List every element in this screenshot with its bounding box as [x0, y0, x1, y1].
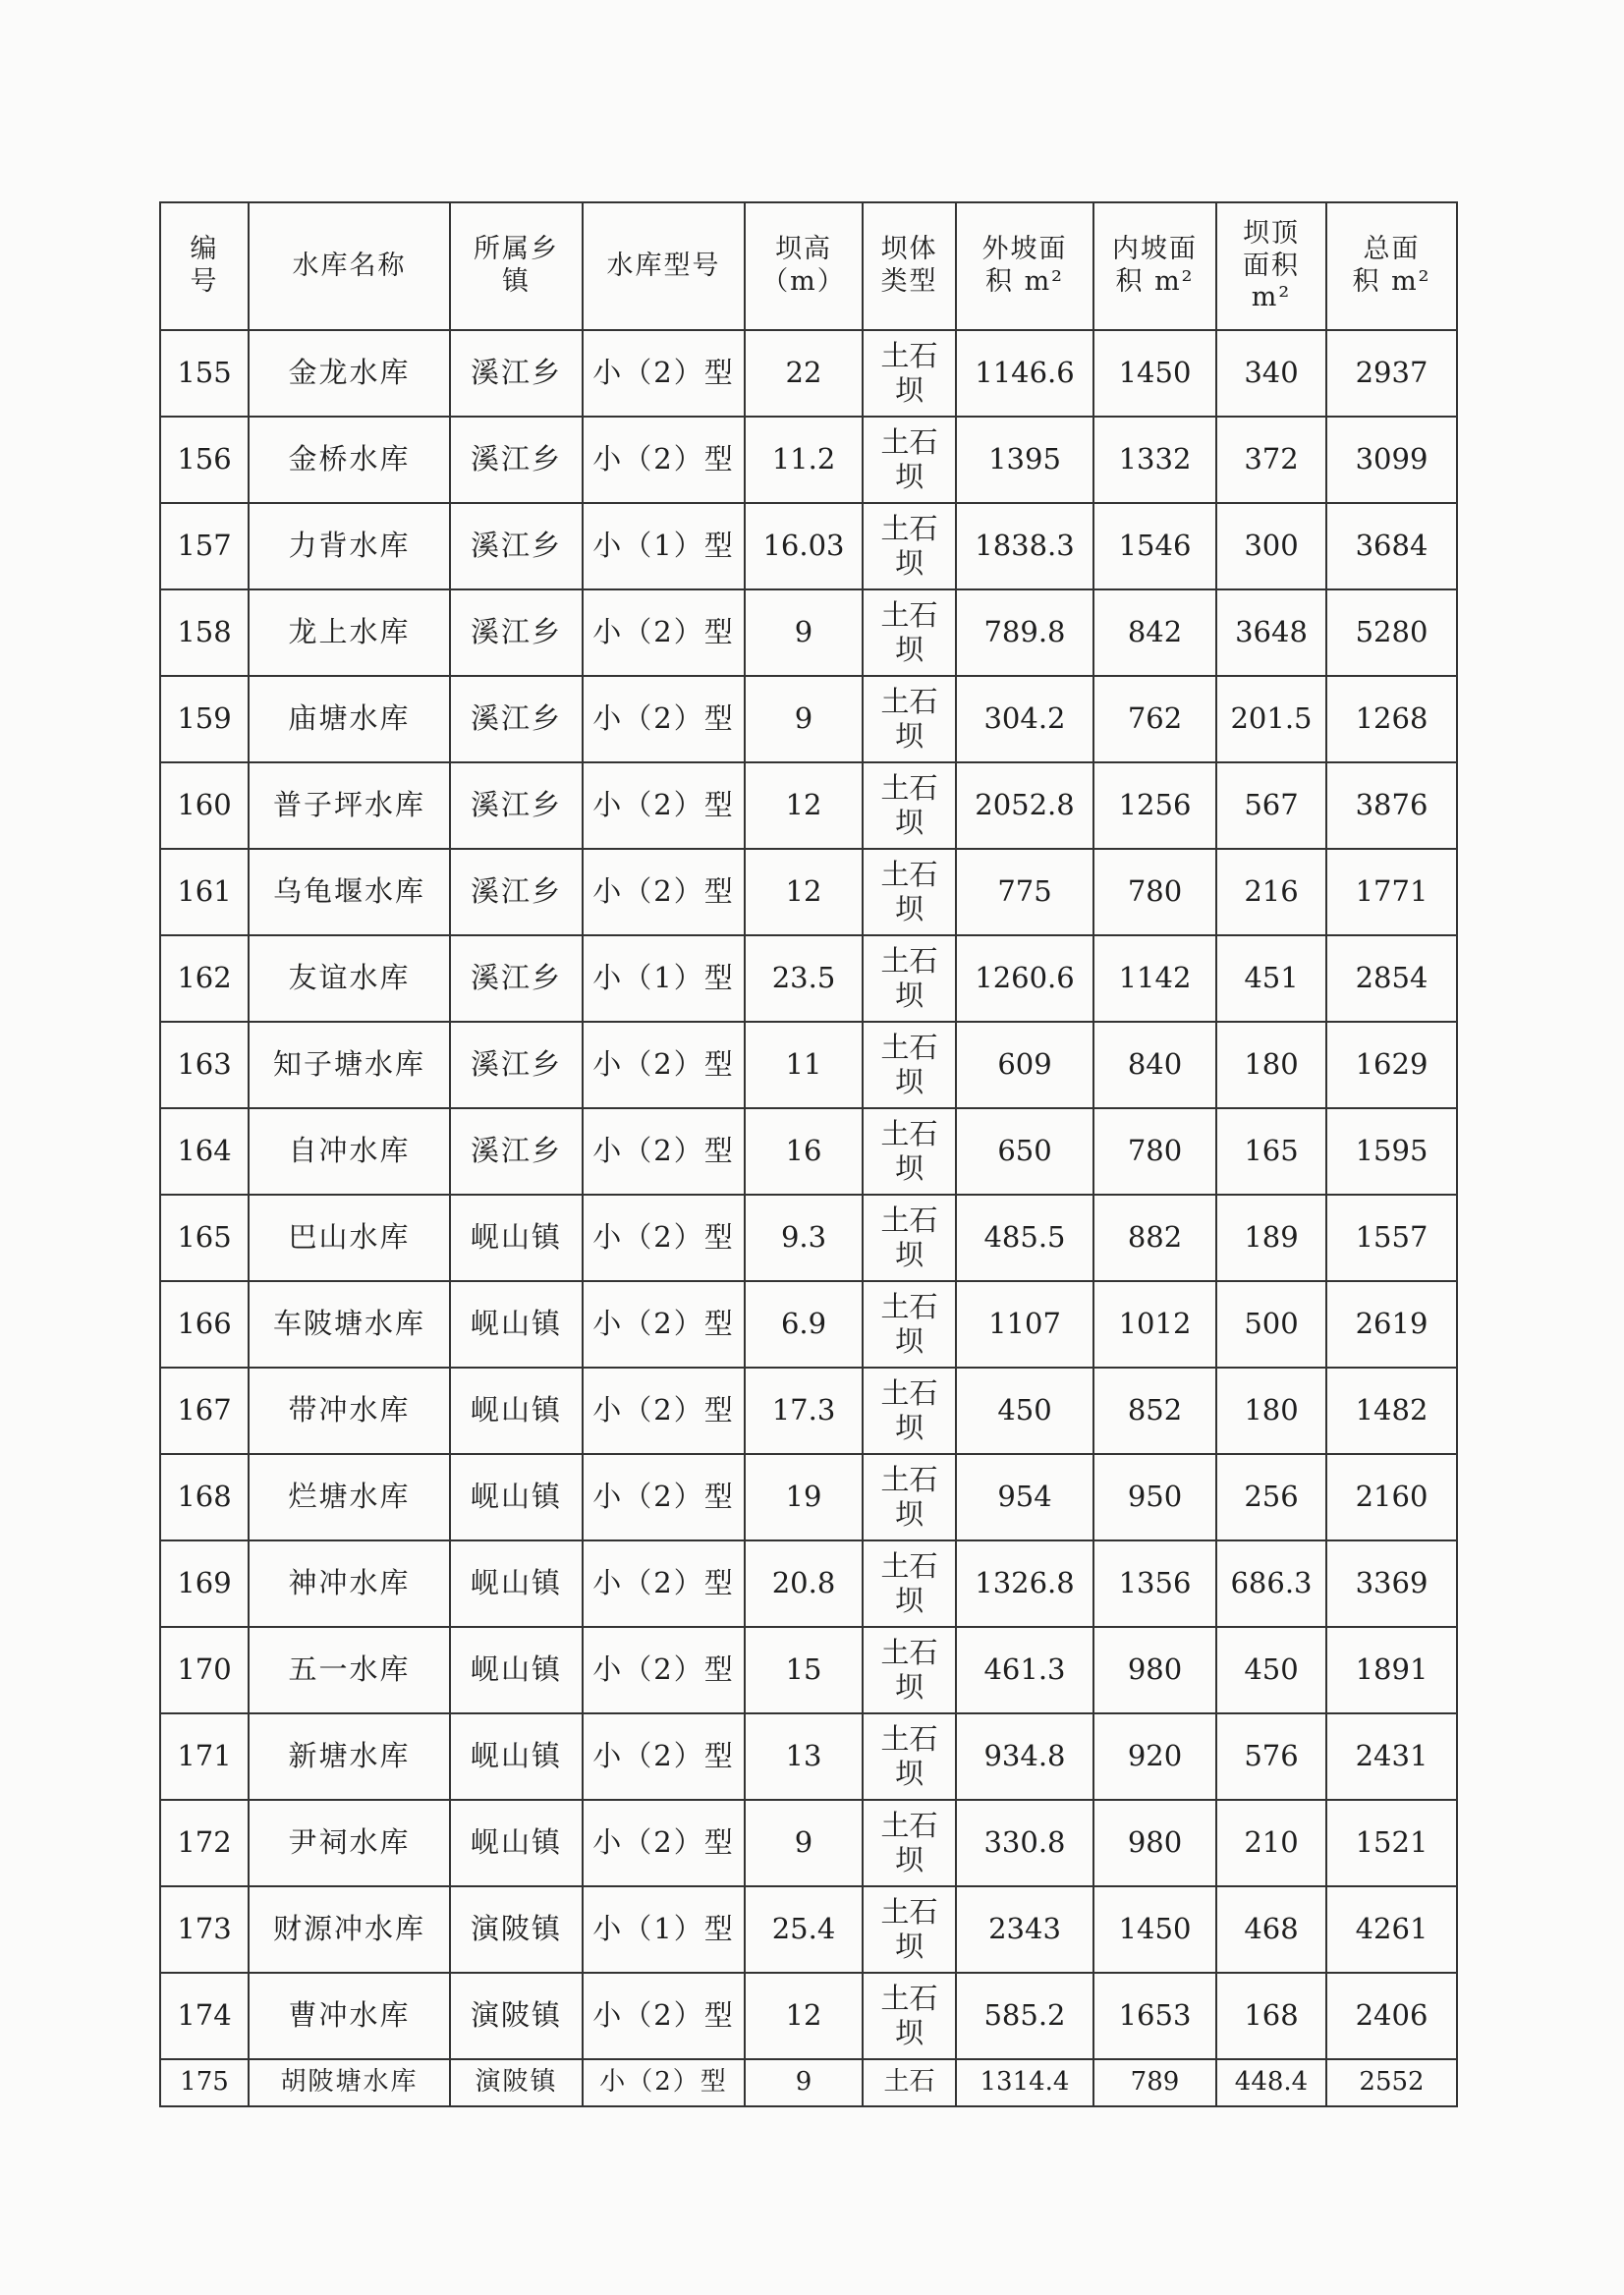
cell-id: 164 [160, 1108, 249, 1195]
cell-outer-slope-area: 954 [956, 1454, 1093, 1540]
table-row [160, 1195, 1457, 1281]
cell-reservoir-type: 小（2）型 [583, 676, 745, 762]
table-row [160, 503, 1457, 589]
cell-inner-slope-area: 1450 [1093, 330, 1216, 417]
cell-inner-slope-area: 1332 [1093, 417, 1216, 503]
header-reservoir-type: 水库型号 [583, 202, 745, 330]
cell-inner-slope-area: 1012 [1093, 1281, 1216, 1368]
cell-township: 岘山镇 [450, 1368, 583, 1454]
cell-total-area: 1891 [1326, 1627, 1457, 1713]
cell-reservoir-type: 小（2）型 [583, 1540, 745, 1627]
cell-township: 溪江乡 [450, 589, 583, 676]
cell-dam-type: 土石 坝 [863, 1627, 956, 1713]
cell-total-area: 2431 [1326, 1713, 1457, 1800]
table-row [160, 676, 1457, 762]
cell-dam-height: 9 [745, 589, 863, 676]
cell-id: 165 [160, 1195, 249, 1281]
cell-reservoir-name: 自冲水库 [249, 1108, 450, 1195]
cell-id: 155 [160, 330, 249, 417]
table-row [160, 935, 1457, 1022]
cell-total-area: 1595 [1326, 1108, 1457, 1195]
cell-reservoir-name: 友谊水库 [249, 935, 450, 1022]
cell-dam-height: 19 [745, 1454, 863, 1540]
cell-township: 岘山镇 [450, 1454, 583, 1540]
cell-id: 163 [160, 1022, 249, 1108]
cell-id: 162 [160, 935, 249, 1022]
table-row [160, 1540, 1457, 1627]
table-row [160, 1022, 1457, 1108]
table-row [160, 2059, 1457, 2106]
cell-total-area: 2937 [1326, 330, 1457, 417]
cell-reservoir-type: 小（2）型 [583, 1973, 745, 2059]
cell-id: 161 [160, 849, 249, 935]
cell-dam-height: 15 [745, 1627, 863, 1713]
cell-dam-type: 土石 坝 [863, 1368, 956, 1454]
cell-outer-slope-area: 2343 [956, 1886, 1093, 1973]
cell-id: 167 [160, 1368, 249, 1454]
reservoir-table [159, 201, 1458, 2107]
cell-outer-slope-area: 2052.8 [956, 762, 1093, 849]
cell-total-area: 3099 [1326, 417, 1457, 503]
header-id: 编 号 [160, 202, 249, 330]
cell-reservoir-name: 烂塘水库 [249, 1454, 450, 1540]
cell-dam-height: 17.3 [745, 1368, 863, 1454]
cell-reservoir-type: 小（2）型 [583, 1195, 745, 1281]
cell-id: 171 [160, 1713, 249, 1800]
cell-dam-type: 土石 坝 [863, 1886, 956, 1973]
cell-reservoir-type: 小（2）型 [583, 417, 745, 503]
cell-dam-height: 25.4 [745, 1886, 863, 1973]
cell-reservoir-name: 新塘水库 [249, 1713, 450, 1800]
cell-dam-height: 12 [745, 1973, 863, 2059]
cell-township: 溪江乡 [450, 676, 583, 762]
cell-total-area: 5280 [1326, 589, 1457, 676]
cell-township: 岘山镇 [450, 1713, 583, 1800]
cell-dam-type: 土石 坝 [863, 762, 956, 849]
cell-reservoir-name: 五一水库 [249, 1627, 450, 1713]
cell-township: 岘山镇 [450, 1540, 583, 1627]
cell-dam-crest-area: 189 [1216, 1195, 1326, 1281]
cell-id: 174 [160, 1973, 249, 2059]
cell-id: 175 [160, 2059, 249, 2106]
cell-dam-type: 土石 坝 [863, 676, 956, 762]
cell-outer-slope-area: 304.2 [956, 676, 1093, 762]
cell-reservoir-type: 小（1）型 [583, 503, 745, 589]
cell-dam-height: 9.3 [745, 1195, 863, 1281]
cell-dam-type: 土石 坝 [863, 1022, 956, 1108]
cell-outer-slope-area: 1107 [956, 1281, 1093, 1368]
cell-reservoir-name: 财源冲水库 [249, 1886, 450, 1973]
cell-reservoir-name: 尹祠水库 [249, 1800, 450, 1886]
cell-reservoir-type: 小（2）型 [583, 849, 745, 935]
cell-township: 溪江乡 [450, 935, 583, 1022]
cell-township: 岘山镇 [450, 1281, 583, 1368]
cell-dam-crest-area: 165 [1216, 1108, 1326, 1195]
cell-reservoir-name: 金桥水库 [249, 417, 450, 503]
cell-total-area: 2552 [1326, 2059, 1457, 2106]
cell-dam-crest-area: 468 [1216, 1886, 1326, 1973]
cell-inner-slope-area: 1450 [1093, 1886, 1216, 1973]
cell-dam-type: 土石 坝 [863, 1973, 956, 2059]
table-row [160, 1368, 1457, 1454]
cell-dam-height: 9 [745, 676, 863, 762]
table-row [160, 1627, 1457, 1713]
cell-reservoir-type: 小（2）型 [583, 1281, 745, 1368]
cell-reservoir-type: 小（2）型 [583, 1368, 745, 1454]
cell-reservoir-type: 小（2）型 [583, 1800, 745, 1886]
cell-township: 演陂镇 [450, 1973, 583, 2059]
cell-total-area: 4261 [1326, 1886, 1457, 1973]
cell-dam-height: 9 [745, 1800, 863, 1886]
cell-dam-crest-area: 372 [1216, 417, 1326, 503]
cell-township: 溪江乡 [450, 1108, 583, 1195]
cell-dam-crest-area: 686.3 [1216, 1540, 1326, 1627]
cell-dam-height: 22 [745, 330, 863, 417]
table-row [160, 1281, 1457, 1368]
table-row [160, 589, 1457, 676]
cell-outer-slope-area: 485.5 [956, 1195, 1093, 1281]
cell-reservoir-name: 神冲水库 [249, 1540, 450, 1627]
cell-id: 172 [160, 1800, 249, 1886]
table-row [160, 1108, 1457, 1195]
cell-reservoir-name: 龙上水库 [249, 589, 450, 676]
cell-outer-slope-area: 450 [956, 1368, 1093, 1454]
cell-dam-height: 12 [745, 849, 863, 935]
cell-outer-slope-area: 609 [956, 1022, 1093, 1108]
header-reservoir-name: 水库名称 [249, 202, 450, 330]
cell-total-area: 1521 [1326, 1800, 1457, 1886]
cell-id: 157 [160, 503, 249, 589]
cell-dam-crest-area: 450 [1216, 1627, 1326, 1713]
cell-dam-height: 20.8 [745, 1540, 863, 1627]
cell-dam-crest-area: 256 [1216, 1454, 1326, 1540]
cell-township: 演陂镇 [450, 2059, 583, 2106]
cell-inner-slope-area: 1653 [1093, 1973, 1216, 2059]
cell-total-area: 1629 [1326, 1022, 1457, 1108]
cell-dam-height: 16.03 [745, 503, 863, 589]
header-township: 所属乡 镇 [450, 202, 583, 330]
cell-id: 168 [160, 1454, 249, 1540]
cell-reservoir-name: 带冲水库 [249, 1368, 450, 1454]
cell-dam-height: 13 [745, 1713, 863, 1800]
cell-outer-slope-area: 934.8 [956, 1713, 1093, 1800]
cell-inner-slope-area: 1256 [1093, 762, 1216, 849]
cell-dam-type: 土石 坝 [863, 935, 956, 1022]
cell-inner-slope-area: 980 [1093, 1800, 1216, 1886]
cell-township: 溪江乡 [450, 330, 583, 417]
cell-outer-slope-area: 585.2 [956, 1973, 1093, 2059]
cell-dam-type: 土石 坝 [863, 417, 956, 503]
header-outer-slope-area: 外坡面 积 m² [956, 202, 1093, 330]
cell-reservoir-type: 小（2）型 [583, 1454, 745, 1540]
cell-outer-slope-area: 650 [956, 1108, 1093, 1195]
table-body [160, 330, 1457, 2106]
cell-outer-slope-area: 775 [956, 849, 1093, 935]
cell-inner-slope-area: 1356 [1093, 1540, 1216, 1627]
cell-inner-slope-area: 920 [1093, 1713, 1216, 1800]
cell-inner-slope-area: 950 [1093, 1454, 1216, 1540]
cell-dam-type: 土石 坝 [863, 1108, 956, 1195]
cell-outer-slope-area: 461.3 [956, 1627, 1093, 1713]
cell-id: 159 [160, 676, 249, 762]
cell-dam-crest-area: 3648 [1216, 589, 1326, 676]
header-dam-height: 坝高 （m） [745, 202, 863, 330]
cell-dam-crest-area: 210 [1216, 1800, 1326, 1886]
cell-dam-crest-area: 180 [1216, 1368, 1326, 1454]
cell-dam-type: 土石 坝 [863, 849, 956, 935]
cell-total-area: 2406 [1326, 1973, 1457, 2059]
cell-dam-height: 11.2 [745, 417, 863, 503]
cell-outer-slope-area: 1326.8 [956, 1540, 1093, 1627]
table-row [160, 330, 1457, 417]
cell-dam-type: 土石 坝 [863, 1281, 956, 1368]
cell-dam-height: 23.5 [745, 935, 863, 1022]
cell-id: 166 [160, 1281, 249, 1368]
cell-inner-slope-area: 1142 [1093, 935, 1216, 1022]
cell-dam-type: 土石 坝 [863, 1454, 956, 1540]
cell-township: 岘山镇 [450, 1195, 583, 1281]
cell-reservoir-type: 小（1）型 [583, 935, 745, 1022]
cell-dam-type: 土石 坝 [863, 1800, 956, 1886]
cell-dam-crest-area: 340 [1216, 330, 1326, 417]
cell-inner-slope-area: 852 [1093, 1368, 1216, 1454]
cell-dam-height: 11 [745, 1022, 863, 1108]
header-row [160, 202, 1457, 330]
cell-id: 170 [160, 1627, 249, 1713]
cell-id: 158 [160, 589, 249, 676]
cell-reservoir-type: 小（2）型 [583, 1627, 745, 1713]
cell-township: 岘山镇 [450, 1627, 583, 1713]
cell-reservoir-type: 小（1）型 [583, 1886, 745, 1973]
cell-township: 溪江乡 [450, 417, 583, 503]
table-row [160, 849, 1457, 935]
cell-dam-type: 土石 坝 [863, 1540, 956, 1627]
cell-dam-type: 土石 坝 [863, 1195, 956, 1281]
cell-dam-height: 9 [745, 2059, 863, 2106]
cell-reservoir-type: 小（2）型 [583, 762, 745, 849]
header-total-area: 总面 积 m² [1326, 202, 1457, 330]
cell-dam-crest-area: 500 [1216, 1281, 1326, 1368]
cell-dam-height: 6.9 [745, 1281, 863, 1368]
header-inner-slope-area: 内坡面 积 m² [1093, 202, 1216, 330]
table-row [160, 417, 1457, 503]
cell-inner-slope-area: 789 [1093, 2059, 1216, 2106]
cell-inner-slope-area: 762 [1093, 676, 1216, 762]
cell-total-area: 3369 [1326, 1540, 1457, 1627]
cell-township: 溪江乡 [450, 1022, 583, 1108]
cell-dam-crest-area: 216 [1216, 849, 1326, 935]
cell-outer-slope-area: 789.8 [956, 589, 1093, 676]
cell-id: 173 [160, 1886, 249, 1973]
cell-reservoir-name: 力背水库 [249, 503, 450, 589]
cell-dam-crest-area: 451 [1216, 935, 1326, 1022]
cell-inner-slope-area: 840 [1093, 1022, 1216, 1108]
cell-dam-crest-area: 300 [1216, 503, 1326, 589]
table-row [160, 762, 1457, 849]
cell-dam-crest-area: 168 [1216, 1973, 1326, 2059]
cell-dam-height: 12 [745, 762, 863, 849]
table-row [160, 1713, 1457, 1800]
cell-total-area: 3876 [1326, 762, 1457, 849]
cell-total-area: 2619 [1326, 1281, 1457, 1368]
cell-reservoir-name: 普子坪水库 [249, 762, 450, 849]
cell-reservoir-name: 乌龟堰水库 [249, 849, 450, 935]
cell-inner-slope-area: 842 [1093, 589, 1216, 676]
cell-dam-type: 土石 坝 [863, 589, 956, 676]
cell-dam-type: 土石 坝 [863, 330, 956, 417]
cell-township: 溪江乡 [450, 849, 583, 935]
cell-dam-type: 土石 [863, 2059, 956, 2106]
cell-dam-type: 土石 坝 [863, 1713, 956, 1800]
cell-reservoir-name: 巴山水库 [249, 1195, 450, 1281]
cell-outer-slope-area: 1146.6 [956, 330, 1093, 417]
cell-inner-slope-area: 1546 [1093, 503, 1216, 589]
cell-inner-slope-area: 980 [1093, 1627, 1216, 1713]
cell-inner-slope-area: 780 [1093, 849, 1216, 935]
table-row [160, 1973, 1457, 2059]
cell-reservoir-type: 小（2）型 [583, 1022, 745, 1108]
cell-total-area: 3684 [1326, 503, 1457, 589]
cell-reservoir-type: 小（2）型 [583, 1108, 745, 1195]
cell-reservoir-type: 小（2）型 [583, 2059, 745, 2106]
cell-total-area: 1268 [1326, 676, 1457, 762]
cell-reservoir-name: 车陂塘水库 [249, 1281, 450, 1368]
table-row [160, 1886, 1457, 1973]
cell-reservoir-name: 金龙水库 [249, 330, 450, 417]
cell-outer-slope-area: 1314.4 [956, 2059, 1093, 2106]
table-row [160, 1800, 1457, 1886]
table-row [160, 1454, 1457, 1540]
cell-township: 溪江乡 [450, 762, 583, 849]
cell-id: 160 [160, 762, 249, 849]
cell-dam-height: 16 [745, 1108, 863, 1195]
cell-total-area: 1771 [1326, 849, 1457, 935]
table-header [160, 202, 1457, 330]
cell-total-area: 2160 [1326, 1454, 1457, 1540]
cell-total-area: 2854 [1326, 935, 1457, 1022]
cell-dam-crest-area: 576 [1216, 1713, 1326, 1800]
cell-dam-type: 土石 坝 [863, 503, 956, 589]
cell-total-area: 1482 [1326, 1368, 1457, 1454]
cell-outer-slope-area: 1260.6 [956, 935, 1093, 1022]
cell-reservoir-type: 小（2）型 [583, 589, 745, 676]
cell-township: 岘山镇 [450, 1800, 583, 1886]
cell-reservoir-name: 胡陂塘水库 [249, 2059, 450, 2106]
cell-reservoir-name: 曹冲水库 [249, 1973, 450, 2059]
cell-township: 演陂镇 [450, 1886, 583, 1973]
cell-dam-crest-area: 567 [1216, 762, 1326, 849]
cell-inner-slope-area: 882 [1093, 1195, 1216, 1281]
cell-outer-slope-area: 330.8 [956, 1800, 1093, 1886]
header-dam-type: 坝体 类型 [863, 202, 956, 330]
cell-id: 169 [160, 1540, 249, 1627]
cell-reservoir-name: 知子塘水库 [249, 1022, 450, 1108]
cell-dam-crest-area: 201.5 [1216, 676, 1326, 762]
cell-dam-crest-area: 448.4 [1216, 2059, 1326, 2106]
cell-outer-slope-area: 1838.3 [956, 503, 1093, 589]
cell-reservoir-type: 小（2）型 [583, 1713, 745, 1800]
cell-total-area: 1557 [1326, 1195, 1457, 1281]
cell-reservoir-type: 小（2）型 [583, 330, 745, 417]
cell-dam-crest-area: 180 [1216, 1022, 1326, 1108]
header-dam-crest-area: 坝顶 面积 m² [1216, 202, 1326, 330]
cell-inner-slope-area: 780 [1093, 1108, 1216, 1195]
cell-reservoir-name: 庙塘水库 [249, 676, 450, 762]
cell-outer-slope-area: 1395 [956, 417, 1093, 503]
cell-id: 156 [160, 417, 249, 503]
cell-township: 溪江乡 [450, 503, 583, 589]
